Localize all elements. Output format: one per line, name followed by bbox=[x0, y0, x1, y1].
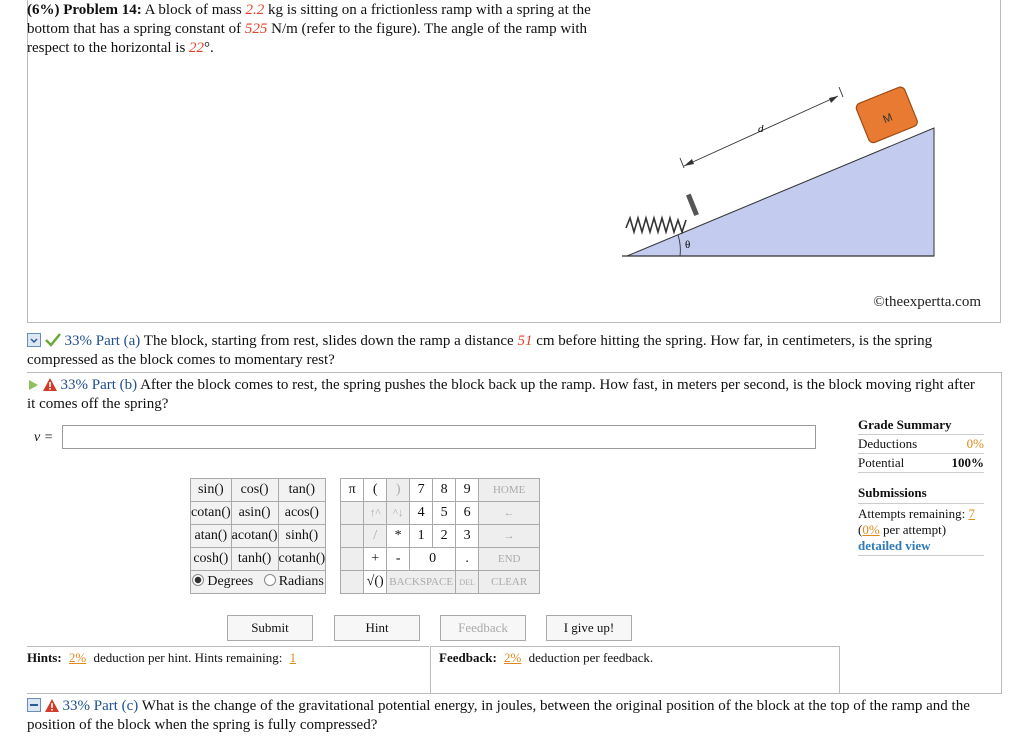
spring-constant-value: 525 bbox=[244, 21, 268, 37]
radians-radio[interactable] bbox=[264, 574, 276, 586]
key-cosh[interactable]: cosh() bbox=[191, 548, 232, 571]
warning-icon-c bbox=[45, 699, 59, 712]
problem-statement bbox=[27, 1, 597, 58]
block-m bbox=[855, 86, 919, 144]
attempts-label: Attempts remaining: bbox=[858, 506, 969, 521]
per-attempt-value: 0% bbox=[862, 522, 880, 537]
key-4[interactable]: 4 bbox=[410, 502, 433, 525]
key-7[interactable]: 7 bbox=[410, 479, 433, 502]
answer-input[interactable] bbox=[62, 425, 816, 449]
key-8[interactable]: 8 bbox=[433, 479, 456, 502]
play-icon bbox=[27, 379, 39, 391]
degrees-label: Degrees bbox=[207, 574, 254, 589]
key-atan[interactable]: atan() bbox=[191, 525, 232, 548]
key-sin[interactable]: sin() bbox=[191, 479, 232, 502]
mass-value: 2.2 bbox=[245, 2, 265, 18]
warning-icon bbox=[43, 378, 57, 391]
answer-variable-label: v = bbox=[34, 430, 54, 445]
submit-button[interactable]: Submit bbox=[227, 615, 313, 641]
copyright-credit: ©theexpertta.com bbox=[873, 294, 981, 310]
grade-summary-title: Grade Summary bbox=[858, 417, 984, 435]
potential-label: Potential bbox=[858, 455, 905, 470]
deductions-value: 0% bbox=[966, 436, 984, 451]
key-3[interactable]: 3 bbox=[456, 525, 479, 548]
feedback-text: deduction per feedback. bbox=[525, 650, 654, 665]
part-c[interactable] bbox=[27, 697, 997, 735]
problem-text-4: °. bbox=[204, 40, 214, 56]
key-left-arrow[interactable]: ← bbox=[479, 502, 540, 525]
feedback-deduction-pct: 2% bbox=[504, 650, 522, 665]
key-blank-4 bbox=[341, 571, 364, 594]
key-5[interactable]: 5 bbox=[433, 502, 456, 525]
problem-text-3: N/m (refer to the figure). The angle of the ramp with respect to the horizontal is bbox=[27, 21, 587, 56]
key-blank-3 bbox=[341, 548, 364, 571]
calculator-keypad bbox=[190, 478, 540, 594]
part-c-label: 33% Part (c) bbox=[62, 698, 139, 714]
key-blank-1 bbox=[341, 502, 364, 525]
part-b-question bbox=[27, 376, 977, 414]
key-asin[interactable]: asin() bbox=[231, 502, 278, 525]
deductions-label: Deductions bbox=[858, 436, 918, 451]
key-plus[interactable]: + bbox=[364, 548, 387, 571]
key-divide[interactable]: / bbox=[364, 525, 387, 548]
hints-text: deduction per hint. Hints remaining: bbox=[90, 650, 286, 665]
potential-value: 100% bbox=[951, 455, 984, 470]
key-6[interactable]: 6 bbox=[456, 502, 479, 525]
problem-percent: (6%) bbox=[27, 2, 60, 18]
problem-text-1: A block of mass bbox=[141, 2, 246, 18]
radians-label: Radians bbox=[278, 574, 324, 589]
block-label: M bbox=[881, 111, 895, 126]
key-down[interactable]: ^↓ bbox=[387, 502, 410, 525]
feedback-label: Feedback: bbox=[439, 650, 497, 665]
part-a-label: 33% Part (a) bbox=[64, 333, 141, 349]
grade-summary bbox=[858, 417, 984, 473]
key-0[interactable]: 0 bbox=[410, 548, 456, 571]
arrow-head-right bbox=[829, 96, 838, 103]
key-tan[interactable]: tan() bbox=[278, 479, 326, 502]
expand-icon[interactable] bbox=[27, 333, 41, 347]
slide-distance-value: 51 bbox=[517, 333, 533, 349]
ramp-figure bbox=[612, 78, 944, 268]
attempts-value: 7 bbox=[968, 506, 975, 521]
key-pi[interactable]: π bbox=[341, 479, 364, 502]
key-cos[interactable]: cos() bbox=[231, 479, 278, 502]
hint-deduction-pct: 2% bbox=[68, 650, 87, 665]
key-1[interactable]: 1 bbox=[410, 525, 433, 548]
key-end[interactable]: END bbox=[479, 548, 540, 571]
collapsed-icon[interactable] bbox=[27, 698, 41, 712]
key-up[interactable]: ↑^ bbox=[364, 502, 387, 525]
key-blank-2 bbox=[341, 525, 364, 548]
per-attempt-close: per attempt) bbox=[879, 522, 947, 537]
feedback-info bbox=[439, 650, 653, 666]
problem-title: Problem 14: bbox=[63, 2, 142, 18]
submissions-panel bbox=[858, 485, 984, 556]
problem-text-2: kg is sitting on a frictionless ramp with a spring at the bottom that has a spring constant of bbox=[27, 2, 591, 37]
key-multiply[interactable]: * bbox=[387, 525, 410, 548]
key-lparen[interactable]: ( bbox=[364, 479, 387, 502]
key-decimal[interactable]: . bbox=[456, 548, 479, 571]
key-acos[interactable]: acos() bbox=[278, 502, 326, 525]
arrow-head-left bbox=[684, 159, 694, 166]
ramp-triangle bbox=[627, 128, 934, 256]
key-right-arrow[interactable]: → bbox=[479, 525, 540, 548]
spring-coil bbox=[626, 218, 686, 232]
key-minus[interactable]: - bbox=[387, 548, 410, 571]
hints-info bbox=[27, 650, 300, 666]
angle-label: θ bbox=[685, 239, 691, 251]
key-cotanh[interactable]: cotanh() bbox=[278, 548, 326, 571]
degrees-radio[interactable] bbox=[192, 574, 204, 586]
part-a[interactable] bbox=[27, 332, 997, 370]
key-2[interactable]: 2 bbox=[433, 525, 456, 548]
key-acotan[interactable]: acotan() bbox=[231, 525, 278, 548]
key-9[interactable]: 9 bbox=[456, 479, 479, 502]
per-attempt-open: ( bbox=[858, 522, 863, 537]
checkmark-icon bbox=[45, 333, 61, 347]
angle-mode-group bbox=[191, 571, 326, 594]
distance-label: d bbox=[758, 123, 764, 135]
feedback-button[interactable]: Feedback bbox=[440, 615, 526, 641]
submissions-title: Submissions bbox=[858, 485, 984, 504]
part-c-text: What is the change of the gravitational potential energy, in joules, between the original position of the block at the top of the ramp and the position of the block when the spring is fully compressed? bbox=[27, 698, 970, 733]
angle-value: 22 bbox=[189, 40, 205, 56]
key-rparen[interactable]: ) bbox=[387, 479, 410, 502]
give-up-button[interactable]: I give up! bbox=[546, 615, 632, 641]
detailed-view-link[interactable]: detailed view bbox=[858, 538, 931, 553]
key-backspace[interactable]: BACKSPACE bbox=[387, 571, 456, 594]
hints-remaining: 1 bbox=[289, 650, 297, 665]
spring-plate bbox=[686, 194, 699, 216]
hints-label: Hints: bbox=[27, 650, 62, 665]
key-cotan[interactable]: cotan() bbox=[191, 502, 232, 525]
key-sinh[interactable]: sinh() bbox=[278, 525, 326, 548]
part-a-text-1: The block, starting from rest, slides down the ramp a distance bbox=[140, 333, 518, 349]
key-clear[interactable]: CLEAR bbox=[479, 571, 540, 594]
tick-left bbox=[680, 158, 684, 168]
part-b-label: 33% Part (b) bbox=[60, 377, 138, 393]
key-tanh[interactable]: tanh() bbox=[231, 548, 278, 571]
hint-button[interactable]: Hint bbox=[334, 615, 420, 641]
key-sqrt[interactable]: √() bbox=[364, 571, 387, 594]
part-b-text: After the block comes to rest, the spring pushes the block back up the ramp. How fast, in meters per second, is the block moving right after it comes off the spring? bbox=[27, 377, 975, 412]
key-home[interactable]: HOME bbox=[479, 479, 540, 502]
tick-right bbox=[839, 87, 843, 97]
key-del[interactable]: DEL bbox=[456, 571, 479, 594]
part-a-text-2: cm before hitting the spring. How far, in centimeters, is the spring compressed as the block comes to momentary rest? bbox=[27, 333, 933, 368]
